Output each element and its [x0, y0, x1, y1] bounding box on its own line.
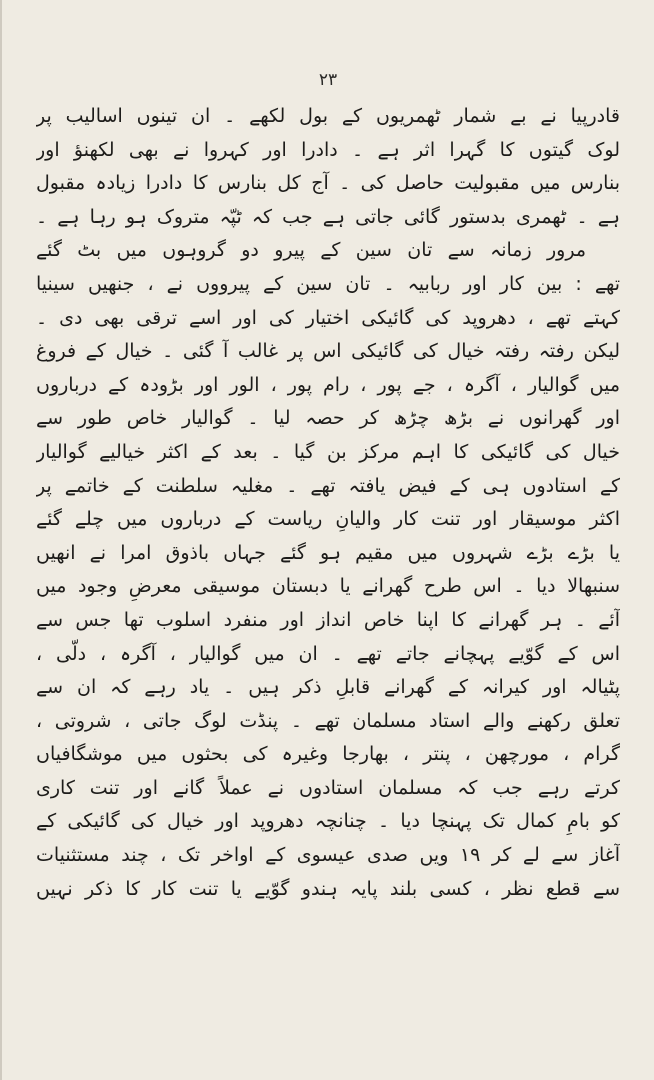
text-line: اور گھرانوں نے بڑھ چڑھ کر حصہ لیا ۔ گوالیار خاص طور سے	[36, 407, 620, 430]
text-line: لیکن رفتہ رفتہ خیال کی گائیکی اس پر غالب آ گئی ۔ خیال کے فروغ	[36, 340, 620, 363]
text-line: پٹیالہ اور کیرانہ کے گھرانے قابلِ ذکر ہیں ۔ یاد رہے کہ ان سے	[36, 676, 620, 699]
text-line: آئے ۔ ہر گھرانے کا اپنا خاص انداز اور منفرد اسلوب تھا جس سے	[36, 608, 620, 631]
text-line: سے قطع نظر ، کسی بلند پایہ ہندو گوّیے یا تنت کار کا ذکر نہیں	[36, 877, 620, 900]
text-line: سنبھالا دیا ۔ اس طرح گھرانے یا دبستان موسیقی معرضِ وجود میں	[36, 575, 620, 598]
page-number: ۲۳	[318, 70, 338, 90]
body-text	[36, 100, 620, 906]
text-line: قادرپیا نے بے شمار ٹھمریوں کے بول لکھے ۔ ان تینوں اسالیب پر	[36, 105, 620, 127]
text-line: تھے : بین کار اور ربابیہ ۔ تان سین کے پیرووں نے ، جنھیں سینیا	[36, 272, 620, 295]
text-line: خیال کی گائیکی کا اہم مرکز بن گیا ۔ بعد کے اکثر خیالیے گوالیار	[36, 440, 620, 463]
text-line: مرور زمانہ سے تان سین کے پیرو دو گروہوں میں بٹ گئے	[36, 239, 586, 262]
text-line: یا بڑے بڑے شہروں میں مقیم ہو گئے جہاں باذوق امرا نے انھیں	[36, 541, 620, 564]
text-line: گرام ، مورچھن ، پنتر ، بھارجا وغیرہ کی بحثوں میں موشگافیاں	[36, 743, 620, 766]
text-line: کہتے تھے ، دھروپد کی گائیکی اختیار کی اور اسے ترقی بھی دی ۔	[36, 306, 620, 329]
text-line: اس کے گوّیے پہچانے جاتے تھے ۔ ان میں گوالیار ، آگرہ ، دلّی ،	[36, 642, 620, 665]
text-line: ہے ۔ ٹھمری بدستور گائی جاتی ہے جب کہ ٹپّہ متروک ہو رہا ہے ۔	[36, 205, 620, 228]
text-line: تعلق رکھنے والے استاد مسلمان تھے ۔ پنڈت لوگ جاتی ، شروتی ،	[36, 709, 620, 732]
text-line: اکثر موسیقار اور تنت کار والیانِ ریاست کے درباروں میں چلے گئے	[36, 508, 620, 531]
text-line: آغاز سے لے کر ۱۹ ویں صدی عیسوی کے اواخر تک ، چند مستثنیات	[36, 844, 620, 867]
text-line: لوک گیتوں کا گہرا اثر ہے ۔ دادرا اور کہروا نے بھی لکھنؤ اور	[36, 138, 620, 161]
text-line: بنارس میں مقبولیت حاصل کی ۔ آج کل بنارس کا دادرا زیادہ مقبول	[36, 172, 620, 195]
text-line: میں گوالیار ، آگرہ ، جے پور ، رام پور ، الور اور بڑودہ کے درباروں	[36, 373, 620, 396]
text-line: کو بامِ کمال تک پہنچا دیا ۔ چنانچہ دھروپد اور خیال کی گائیکی کے	[36, 810, 620, 833]
text-line: کے استادوں ہی کے فیض یافتہ تھے ۔ مغلیہ سلطنت کے خاتمے پر	[36, 474, 620, 497]
text-line: کرتے رہے جب کہ مسلمان استادوں نے عملاً گانے اور تنت کاری	[36, 776, 620, 799]
